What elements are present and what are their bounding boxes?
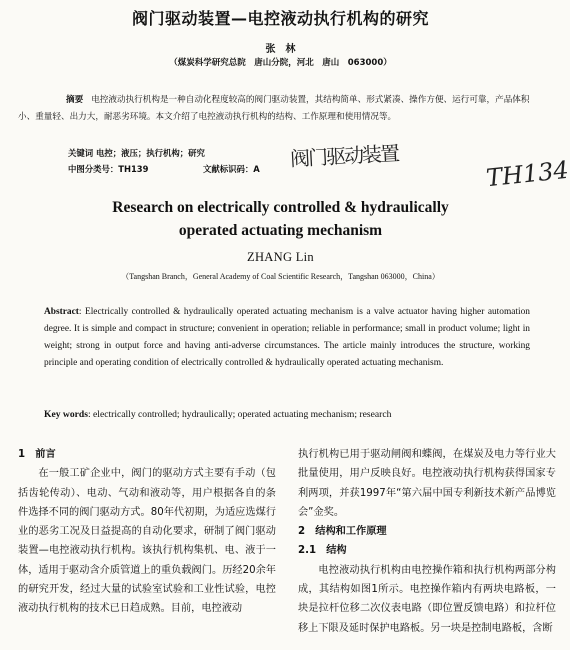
affiliation-chinese: （煤炭科学研究总院 唐山分院，河北 唐山 063000）	[169, 58, 392, 68]
author-english: ZHANG Lin	[247, 250, 314, 264]
paper-title-chinese: 阀门驱动装置—电控液动执行机构的研究	[131, 9, 429, 28]
classification-line	[68, 163, 308, 175]
document-code	[203, 163, 260, 175]
document-code-label: 文献标识码：	[203, 164, 254, 174]
abstract-chinese-label: 摘要	[66, 95, 84, 105]
abstract-chinese	[18, 92, 543, 126]
keywords-english-label: Key words	[44, 409, 88, 420]
handwritten-note-chinese: 阀门驱动装置	[289, 141, 399, 171]
section-2-heading: 2 结构和工作原理	[298, 526, 387, 538]
keywords-chinese	[68, 147, 205, 159]
abstract-english-label: Abstract	[44, 307, 79, 317]
abstract-english	[44, 304, 530, 372]
paper-title-english-line-1: Research on electrically controlled & hydraulically	[112, 199, 449, 216]
section-2-1-paragraph: 电控液动执行机构由电控操作箱和执行机构两部分构成，其结构如图1所示。电控操作箱内有两块电路板，一块是拉杆位移二次仪表电路（即位置反馈电路）和拉杆位移上下限及延时保护电路板。另一块是控制电路板，含断	[298, 564, 556, 634]
paper-title-english-line-2: operated actuating mechanism	[178, 222, 383, 239]
classification-value: TH139	[118, 164, 149, 174]
author-chinese: 张 林	[265, 44, 296, 55]
body-column-left	[18, 445, 276, 619]
section-1-continuation: 执行机构已用于驱动闸阀和蝶阀，在煤炭及电力等行业大批量使用，用户反映良好。电控液动执行机构获得国家专利两项，并获1997年“第六届中国专利新技术新产品博览会”金奖。	[298, 449, 556, 518]
abstract-english-text: : Electrically controlled & hydraulically operated actuating mechanism is a valve actuator having higher automation degree. It is simple and compact in structure; convenient in operation; reliable in performance; small in product volume; light in weight; strong in output force and having anti-adverse circumstances. The article mainly introduces the structure, working principle and operating condition of electrically controlled & hydraulically operated actuating mechanism.	[44, 307, 530, 368]
section-1-paragraph: 在一般工矿企业中，阀门的驱动方式主要有手动（包括齿轮传动）、电动、气动和液动等，用户根据各自的条件选择不同的阀门驱动方式。80年代初期，为适应选煤行业的恶劣工况及日益提高的自动化要求，研制了阀门驱动装置—电控液动执行机构。该执行机构集机、电、液于一体，适用于驱动含介质管道上的重负载阀门。历经20余年的研究开发，经过大量的试验室试验和工业性试验，电控液动执行机构的技术已日趋成熟。目前，电控液动	[18, 468, 276, 615]
handwritten-note-code: TH134	[484, 155, 570, 193]
paper-title-english	[0, 196, 561, 242]
section-1-heading: 1 前言	[18, 449, 56, 460]
keywords-english	[44, 409, 391, 420]
classification-label: 中图分类号：	[68, 164, 119, 174]
body-column-right	[298, 445, 556, 638]
abstract-chinese-text: 电控液动执行机构是一种自动化程度较高的阀门驱动装置，其结构简单、形式紧凑、操作方便、运行可靠，产品体积小、重量轻、出力大，耐恶劣环境。本文介绍了电控液动执行机构的结构、工作原理和使用情况等。	[18, 95, 530, 122]
keywords-chinese-label: 关键词	[68, 148, 94, 158]
keywords-english-text: : electrically controlled; hydraulically; operated actuating mechanism; research	[87, 409, 392, 420]
keywords-chinese-text: 电控；液压；执行机构；研究	[96, 148, 205, 158]
document-code-value: A	[253, 164, 260, 174]
affiliation-english: （Tangshan Branch，General Academy of Coal Scientific Research，Tangshan 063000，China）	[121, 272, 440, 281]
section-2-1-heading: 2.1 结构	[298, 545, 347, 557]
